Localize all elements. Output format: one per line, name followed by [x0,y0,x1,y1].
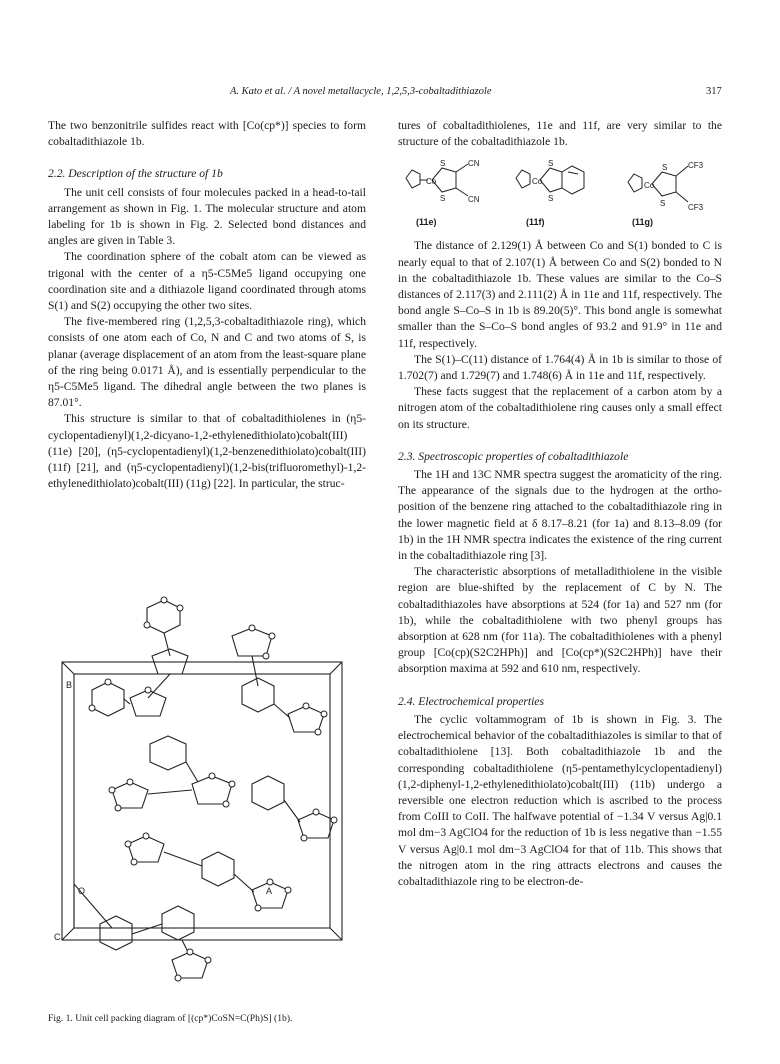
phenyl-ring [92,682,124,716]
unit-cell-outline [62,662,342,940]
paragraph: The distance of 2.129(1) Å between Co and S(1) bonded to C is nearly equal to that of 2.107(1) Å between Co and S(2) bonded to N in the cobaltadithiazole 1b. These values are similar to the Co–S distances of 2.117(3) and 2.111(2) Å in 11e and 11f, respectively. The bond angle S–Co–S in 1b is 89.20(5)°. This bond angle is somewhat smaller than the S–Co–S bond angles of 93.2 and 91.9° in 11e and 11f, respectively. [398,239,722,350]
svg-text:CN: CN [468,195,480,205]
section-heading: 2.3. Spectroscopic properties of cobaltadithiazole [398,449,629,463]
structure-scheme [398,156,722,232]
phenyl-ring [242,678,274,712]
svg-text:Co: Co [426,177,437,187]
dithiazole-ring [112,782,148,808]
axis-label: A [266,886,273,896]
svg-text:S: S [440,194,446,204]
section-heading: 2.2. Description of the structure of 1b [48,167,223,181]
paragraph: The characteristic absorptions of metalladithiolene in the visible region are blue-shifted by the replacement of C by N. The cobaltadithiazoles have absorptions at 524 (for 1a) and 527 nm (for 1b), while the cobaltadithiolene with two phenyl groups has absorption at 628 nm (for 11a). The cobaltadithiolenes with a phenyl group [Co(cp)(S2C2HPh)] and [Co(cp*)(S2C2HPh)] have their absorption maxima at 592 and 610 nm, respectively. [398,565,722,676]
svg-text:S: S [548,159,554,169]
paragraph: The unit cell consists of four molecules packed in a head-to-tail arrangement as shown in Fig. 1. The molecular structure and atom labeling for 1b is shown in Fig. 2. Selected bond distances and angles are given in Table 3. [48,185,366,248]
left-column [48,118,366,492]
structure-11f [510,156,610,214]
paragraph: This structure is similar to that of cobaltadithiolenes in (η5-cyclopentadienyl)(1,2-dicyano-1,2-ethylenedithiolato)cobalt(III) (11e) [20], (η5-cyclopentadienyl)(1,2-benzenedithiolato)cobalt(III) (11f) [21], and (η5-cyclopentadienyl)(1,2-bis(trifluoromethyl)-1,2-ethylenedithiolato)cobalt(III) (11g) [22]. In particular, the struc- [48,412,366,491]
paragraph: The cyclic voltammogram of 1b is shown in Fig. 3. The electrochemical behavior of the cobaltadithiazoles is similar to that of cobaltadithiolene [13]. Both cobaltadithiazole 1b and the corresponding cobaltadithiolene (η5-pentamethylcyclopentadienyl)(1,2-diphenyl-1,2-ethylenedithiolato)cobalt(III) (11b) undergo a reversible one electron reduction which is ascribed to the process from CoIII to CoII. The halfwave potential of −1.34 V versus Ag|0.1 mol dm−3 AgClO4 for the reduction of 1b is less negative than −1.55 V versus Ag|0.1 mol dm−3 AgClO4 for that of 11b. This shows that the nitrogen atom in the ring attracts electrons and causes the cobaltadithiazole ring to be electron-de- [398,712,722,888]
svg-text:Co: Co [644,181,655,191]
cp-ring [128,836,164,862]
phenyl-ring [150,736,186,770]
unit-cell-packing-diagram [52,594,362,1006]
intro-paragraph: tures of cobaltadithiolenes, 11e and 11f, are very similar to the structure of the cobaltadithiazole 1b. [398,119,722,149]
svg-text:S: S [660,199,666,209]
structure-label: (11e) [416,217,437,228]
section-heading: 2.4. Electrochemical properties [398,694,544,708]
paragraph: The S(1)–C(11) distance of 1.764(4) Å in 1b is similar to those of 1.702(7) and 1.729(7) and 1.748(6) Å in 11e and 11f, respectively. [398,352,722,383]
cp-ring [192,776,232,804]
intro-paragraph: The two benzonitrile sulfides react with [Co(cp*)] species to form cobaltadithiazole 1b. [48,119,366,149]
structure-11e [398,156,498,214]
figure-caption: Fig. 1. Unit cell packing diagram of [(cp*)CoSN=C(Ph)S] (1b). [48,1013,293,1024]
paragraph: The coordination sphere of the cobalt atom can be viewed as trigonal with the center of a η5-C5Me5 ligand occupying one coordination site and a dithiazole ligand coordinated through atoms S(1) and S(2) occupying the other two sites. [48,250,366,313]
cp-ring [232,628,272,656]
right-column [398,118,722,890]
cp-ring [172,952,208,978]
svg-text:S: S [548,194,554,204]
svg-text:CF3: CF3 [688,203,704,213]
dithiazole-ring [288,706,324,732]
dithiazole-ring [130,690,166,716]
axis-label: B [66,680,73,690]
svg-text:S: S [662,163,668,173]
page-header [0,86,780,102]
page-number: 317 [706,86,722,97]
paragraph: The five-membered ring (1,2,5,3-cobaltadithiazole ring), which consists of one atom each of Co, N and C and two atoms of S, is planar (average displacement of an atom from the least-square plane of the ring being 0.0171 Å), and is essentially perpendicular to the η5-C5Me5 ligand. The dihedral angle between the two planes is 87.01°. [48,315,366,410]
svg-text:S: S [440,159,446,169]
phenyl-ring [162,906,194,940]
phenyl-ring [252,776,284,810]
structure-label: (11g) [632,217,654,228]
paragraph: These facts suggest that the replacement of a carbon atom by a nitrogen atom of the cobaltadithiolene ring causes only a small effect on its structure. [398,385,722,431]
svg-text:CF3: CF3 [688,161,704,171]
phenyl-ring [100,916,132,950]
structure-11g [622,156,722,216]
svg-text:Co: Co [532,177,543,187]
phenyl-ring [202,852,234,886]
dithiazole-ring [298,812,334,838]
structure-label: (11f) [526,217,545,228]
paragraph: The 1H and 13C NMR spectra suggest the aromaticity of the ring. The appearance of the signals due to the hydrogen at the ortho-position of the benzene ring attached to the cobaltadithiazole ring in the lower magnetic field at δ 8.17–8.21 (for 1a) and 8.13–8.09 (for 1b) in the 1H NMR spectra indicates the existence of the ring current in the cobaltadithiazole ring [3]. [398,468,722,563]
phenyl-ring [147,600,180,633]
running-title: A. Kato et al. / A novel metallacycle, 1,2,5,3-cobaltadithiazole [230,86,492,97]
axis-label: C [54,932,61,942]
axis-label: O [78,886,86,896]
svg-text:CN: CN [468,159,480,169]
